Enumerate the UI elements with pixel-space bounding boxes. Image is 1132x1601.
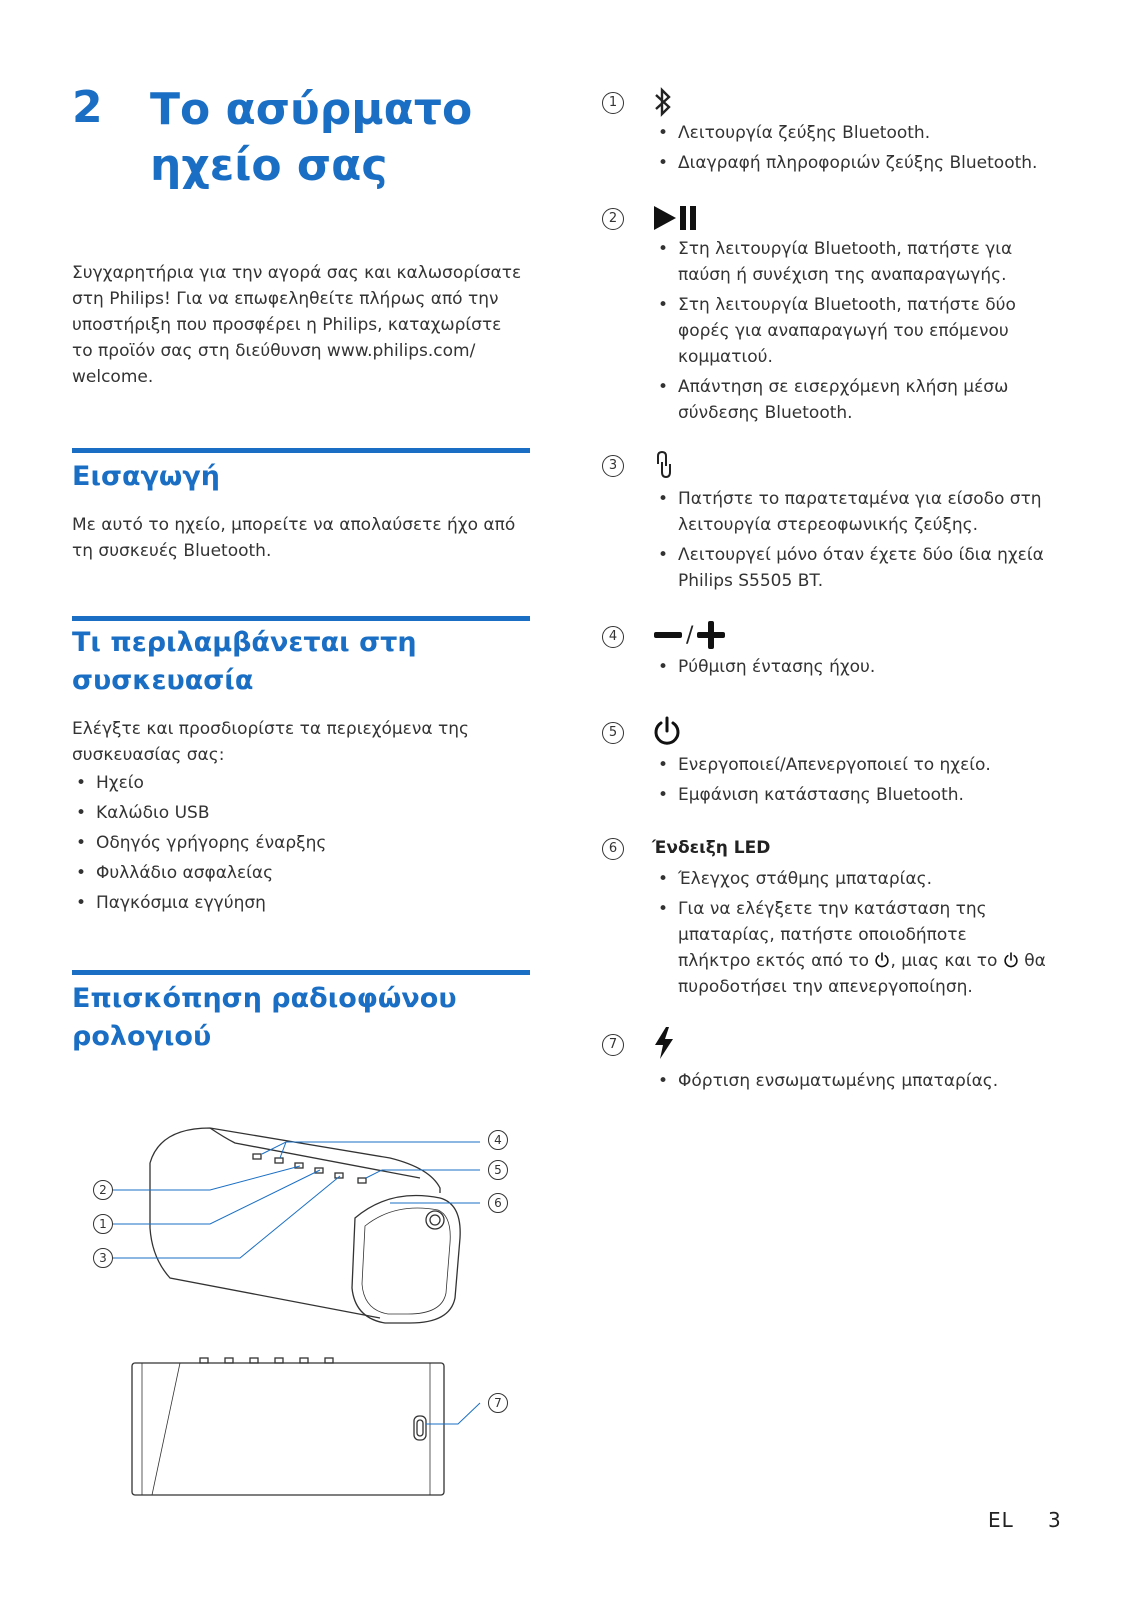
control-3-list [654,486,1064,598]
package-items-list [72,770,532,920]
diagram-label-4: 4 [488,1130,508,1150]
play-pause-icon [652,204,698,232]
speaker-diagram [90,1118,530,1508]
package-text [72,716,532,768]
power-icon [874,952,890,968]
volume-controls [652,620,727,650]
intro-line: Συγχαρητήρια για την αγορά σας και καλωσορίσατε [72,263,522,283]
intro-line: στη Philips! Για να επωφεληθείτε πλήρως από την [72,289,499,309]
intro-line: welcome. [72,367,154,387]
list-item: • Φυλλάδιο ασφαλείας [72,860,532,886]
introduction-text [72,512,532,564]
chapter-number: 2 [72,82,103,133]
page-number: 3 [1048,1508,1061,1532]
section-heading-package [72,624,532,700]
control-number-1: 1 [602,92,624,114]
charge-icon [652,1026,676,1060]
intro-line: υποστήριξη που προσφέρει η Philips, καταχωρίστε [72,315,502,335]
package-heading-line: Τι περιλαμβάνεται στη [72,627,417,658]
list-item: • Στη λειτουργία Bluetooth, πατήστε δύο φορές για αναπαραγωγή του επόμενου κομματιού. [654,292,1064,370]
section-heading-introduction: Εισαγωγή [72,461,221,492]
list-item: • Για να ελέγξετε την κατάσταση της μπαταρίας, πατήστε οποιοδήποτε πλήκτρο εκτός από το , μιας και το θα πυροδοτήσει την απενεργοποίηση. [654,896,1064,1000]
intro-line: το προϊόν σας στη διεύθυνση www.philips.com/ [72,341,476,361]
link-icon [652,450,672,480]
section-rule [72,616,530,621]
footer-language: EL [988,1508,1014,1532]
control-number-7: 7 [602,1034,624,1056]
diagram-label-1: 1 [93,1214,113,1234]
package-line: συσκευασίας σας: [72,745,225,765]
control-number-2: 2 [602,208,624,230]
volume-plus-icon [695,620,727,650]
control-number-5: 5 [602,722,624,744]
power-icon [652,716,682,746]
chapter-title [150,82,550,194]
list-item: • Οδηγός γρήγορης έναρξης [72,830,532,856]
overview-heading-line: ρολογιού [72,1021,212,1052]
list-item: • Πατήστε το παρατεταμένα για είσοδο στη λειτουργία στερεοφωνικής ζεύξης. [654,486,1064,538]
diagram-label-2: 2 [93,1180,113,1200]
list-item: • Φόρτιση ενσωματωμένης μπαταρίας. [654,1068,1064,1094]
chapter-title-line1: Το ασύρματο [150,84,473,135]
list-item: • Εμφάνιση κατάστασης Bluetooth. [654,782,1064,808]
list-item: • Λειτουργεί μόνο όταν έχετε δύο ίδια ηχεία Philips S5505 BT. [654,542,1064,594]
diagram-label-7: 7 [488,1393,508,1413]
led-indicator-title: Ένδειξη LED [652,838,771,858]
control-6-list [654,866,1064,1004]
volume-separator: / [686,622,694,648]
list-item: • Παγκόσμια εγγύηση [72,890,532,916]
control-2-list [654,236,1064,430]
control-number-3: 3 [602,455,624,477]
control-number-6: 6 [602,838,624,860]
list-item: • Καλώδιο USB [72,800,532,826]
power-icon [1003,952,1019,968]
package-heading-line: συσκευασία [72,665,254,696]
package-line: Ελέγξτε και προσδιορίστε τα περιεχόμενα της [72,719,469,739]
control-5-list [654,752,1064,812]
introduction-line: Με αυτό το ηχείο, μπορείτε να απολαύσετε ήχο από [72,515,516,535]
diagram-label-6: 6 [488,1193,508,1213]
introduction-line: τη συσκευές Bluetooth. [72,541,272,561]
overview-heading-line: Επισκόπηση ραδιοφώνου [72,983,457,1014]
list-item: • Ρύθμιση έντασης ήχου. [654,654,1064,680]
list-item: • Διαγραφή πληροφοριών ζεύξης Bluetooth. [654,150,1064,176]
list-item: • Στη λειτουργία Bluetooth, πατήστε για παύση ή συνέχιση της αναπαραγωγής. [654,236,1064,288]
control-number-4: 4 [602,626,624,648]
control-4-list [654,654,1064,684]
list-item: • Έλεγχος στάθμης μπαταρίας. [654,866,1064,892]
section-rule [72,970,530,975]
list-item: • Ηχείο [72,770,532,796]
list-item: • Απάντηση σε εισερχόμενη κλήση μέσω σύνδεσης Bluetooth. [654,374,1064,426]
chapter-title-line2: ηχείο σας [150,140,388,191]
bluetooth-icon [652,86,674,118]
list-item: • Ενεργοποιεί/Απενεργοποιεί το ηχείο. [654,752,1064,778]
list-item: • Λειτουργία ζεύξης Bluetooth. [654,120,1064,146]
control-7-list [654,1068,1064,1098]
section-heading-overview [72,980,532,1056]
intro-paragraph [72,260,532,390]
diagram-label-3: 3 [93,1248,113,1268]
diagram-label-5: 5 [488,1160,508,1180]
control-1-list [654,120,1064,180]
volume-minus-icon [652,620,684,650]
section-rule [72,448,530,453]
